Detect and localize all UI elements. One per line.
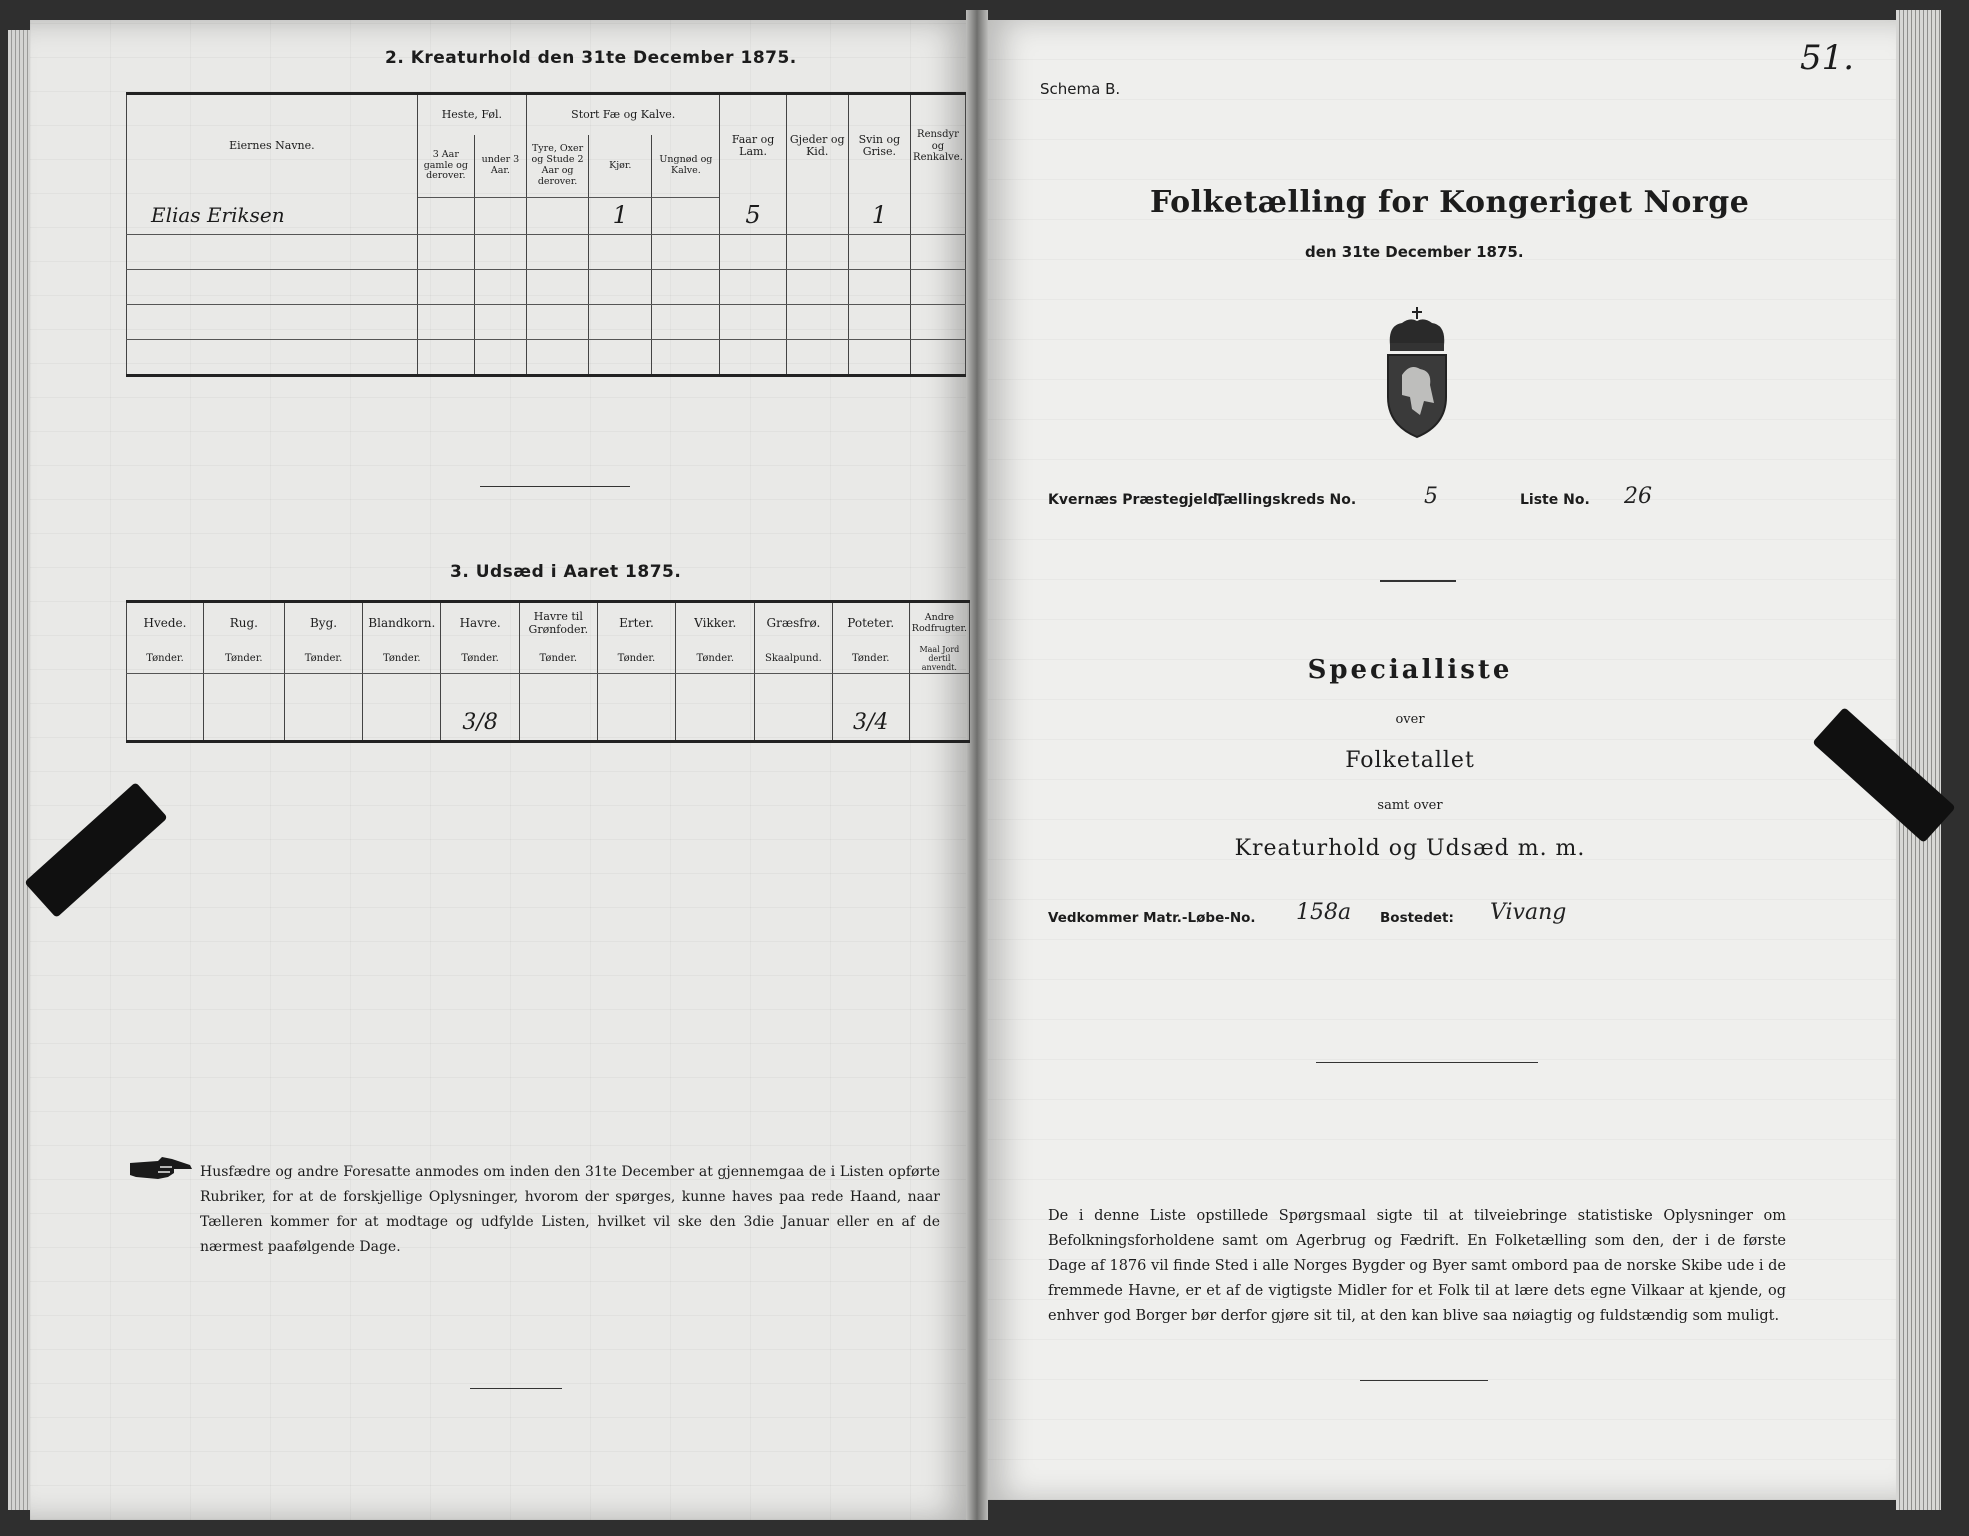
footer-rule [470, 1388, 562, 1389]
sowing-table [126, 600, 970, 743]
unit-grass-seed: Skaalpund. [755, 645, 832, 673]
col-peas: Erter. [597, 602, 676, 646]
over-text: over [1395, 712, 1425, 727]
col-mixed-grain: Blandkorn. [363, 602, 441, 646]
row-reindeer [910, 198, 965, 235]
val-rye [203, 673, 284, 741]
val-green-oats [520, 673, 598, 741]
section3-title: 3. Udsæd i Aaret 1875. [450, 562, 682, 582]
parish-label: Kvernæs Præstegjeld, [1048, 492, 1224, 508]
col-green-oats: Havre til Grønfoder. [520, 602, 598, 646]
header-goats: Gjeder og Kid. [786, 94, 848, 198]
col-oats: Havre. [441, 602, 520, 646]
header-pigs: Svin og Grise. [848, 94, 910, 198]
list-label: Liste No. [1520, 492, 1590, 508]
col-root-crops: Andre Rodfrugter. [909, 602, 969, 646]
intro-paragraph: De i denne Liste opstillede Spørgsmaal sigte til at tilveiebringe statistiske Oplysninger om Befolkningsforholdene samt om Agerbrug og Fædrift. En Folketælling som den, der i de første Dage af 1876 vil finde Sted i alle Norges Bygder og Byer samt ombord paa de norske Skibe ude i de fremmede Havne, er et af de vigtigste Midler for et Folk til at lære dets egne Vilkaar at kjende, og enhver god Borger bør derfor gjøre sit til, at den kan blive saa nøiagtig og fuldstændig som muligt. [1048, 1208, 1786, 1324]
header-bulls: Tyre, Oxer og Stude 2 Aar og derover. [527, 135, 589, 198]
row-pigs: 1 [848, 198, 910, 235]
row-horses-old [417, 198, 474, 235]
unit-vetches: Tønder. [676, 645, 755, 673]
row-owner: Elias Eriksen [127, 198, 418, 235]
val-wheat [127, 673, 204, 741]
divider-rule [480, 486, 630, 487]
col-vetches: Vikker. [676, 602, 755, 646]
val-oats: 3/8 [441, 673, 520, 741]
col-grass-seed: Græsfrø. [755, 602, 832, 646]
footer-rule [1360, 1380, 1488, 1381]
row-cows: 1 [589, 198, 652, 235]
district-value: 5 [1424, 484, 1438, 509]
book-spine [966, 10, 988, 1520]
header-cattle: Stort Fæ og Kalve. [527, 94, 720, 136]
notice-paragraph: Husfædre og andre Foresatte anmodes om inden den 31te December at gjennemgaa de i Listen opførte Rubriker, for at de forskjellige Oplysninger, hvorom der spørges, kunne haves paa rede Haand, naar Tælleren kommer for at modtage og udfylde Listen, hvilket vil ske den 3die Januar eller en af de nærmest paafølgende Dage. [200, 1164, 940, 1255]
header-cows: Kjør. [589, 135, 652, 198]
row-goats [786, 198, 848, 235]
unit-oats: Tønder. [441, 645, 520, 673]
row-young-cattle [652, 198, 720, 235]
unit-potatoes: Tønder. [832, 645, 909, 673]
val-mixed-grain [363, 673, 441, 741]
header-reindeer: Rensdyr og Renkalve. [910, 94, 965, 198]
divider-rule [1316, 1062, 1538, 1063]
schema-label: Schema B. [1040, 80, 1121, 98]
header-horses: Heste, Føl. [417, 94, 526, 136]
col-rye: Rug. [203, 602, 284, 646]
empty-row-cell [127, 269, 418, 304]
livestock-table [126, 92, 966, 377]
folketallet-text: Folketallet [1345, 748, 1475, 773]
val-grass-seed [755, 673, 832, 741]
unit-root-crops: Maal Jord dertil anvendt. [909, 645, 969, 673]
kreaturhold-text: Kreaturhold og Udsæd m. m. [1234, 836, 1586, 861]
header-horses-old: 3 Aar gamle og derover. [417, 135, 474, 198]
unit-peas: Tønder. [597, 645, 676, 673]
unit-mixed-grain: Tønder. [363, 645, 441, 673]
matr-value: 158a [1296, 900, 1352, 925]
unit-rye: Tønder. [203, 645, 284, 673]
bostedet-value: Vivang [1490, 900, 1567, 925]
val-root-crops [909, 673, 969, 741]
district-label: Tællingskreds No. [1215, 492, 1357, 508]
document-title: Folketælling for Kongeriget Norge [1150, 185, 1750, 220]
matr-label: Vedkommer Matr.-Løbe-No. [1048, 910, 1256, 926]
empty-row-cell [127, 234, 418, 269]
col-barley: Byg. [284, 602, 363, 646]
empty-row-cell [127, 339, 418, 375]
list-value: 26 [1624, 484, 1652, 509]
header-young-cattle: Ungnød og Kalve. [652, 135, 720, 198]
header-sheep: Faar og Lam. [720, 94, 786, 198]
header-horses-young: under 3 Aar. [474, 135, 526, 198]
census-date: den 31te December 1875. [1305, 243, 1524, 261]
val-potatoes: 3/4 [832, 673, 909, 741]
samt-over-text: samt over [1377, 798, 1443, 813]
row-horses-young [474, 198, 526, 235]
header-owner: Eiernes Navne. [127, 94, 418, 198]
col-wheat: Hvede. [127, 602, 204, 646]
empty-row-cell [127, 304, 418, 339]
page-number: 51. [1800, 38, 1855, 78]
row-bulls [527, 198, 589, 235]
specialliste-title: Specialliste [1307, 655, 1513, 685]
coat-of-arms-icon [1380, 305, 1455, 440]
val-vetches [676, 673, 755, 741]
val-barley [284, 673, 363, 741]
row-sheep: 5 [720, 198, 786, 235]
unit-wheat: Tønder. [127, 645, 204, 673]
col-potatoes: Poteter. [832, 602, 909, 646]
unit-barley: Tønder. [284, 645, 363, 673]
section2-title: 2. Kreaturhold den 31te December 1875. [385, 48, 797, 68]
divider-rule [1380, 580, 1456, 582]
unit-green-oats: Tønder. [520, 645, 598, 673]
pointing-hand-icon [128, 1155, 194, 1183]
bostedet-label: Bostedet: [1380, 910, 1454, 926]
val-peas [597, 673, 676, 741]
